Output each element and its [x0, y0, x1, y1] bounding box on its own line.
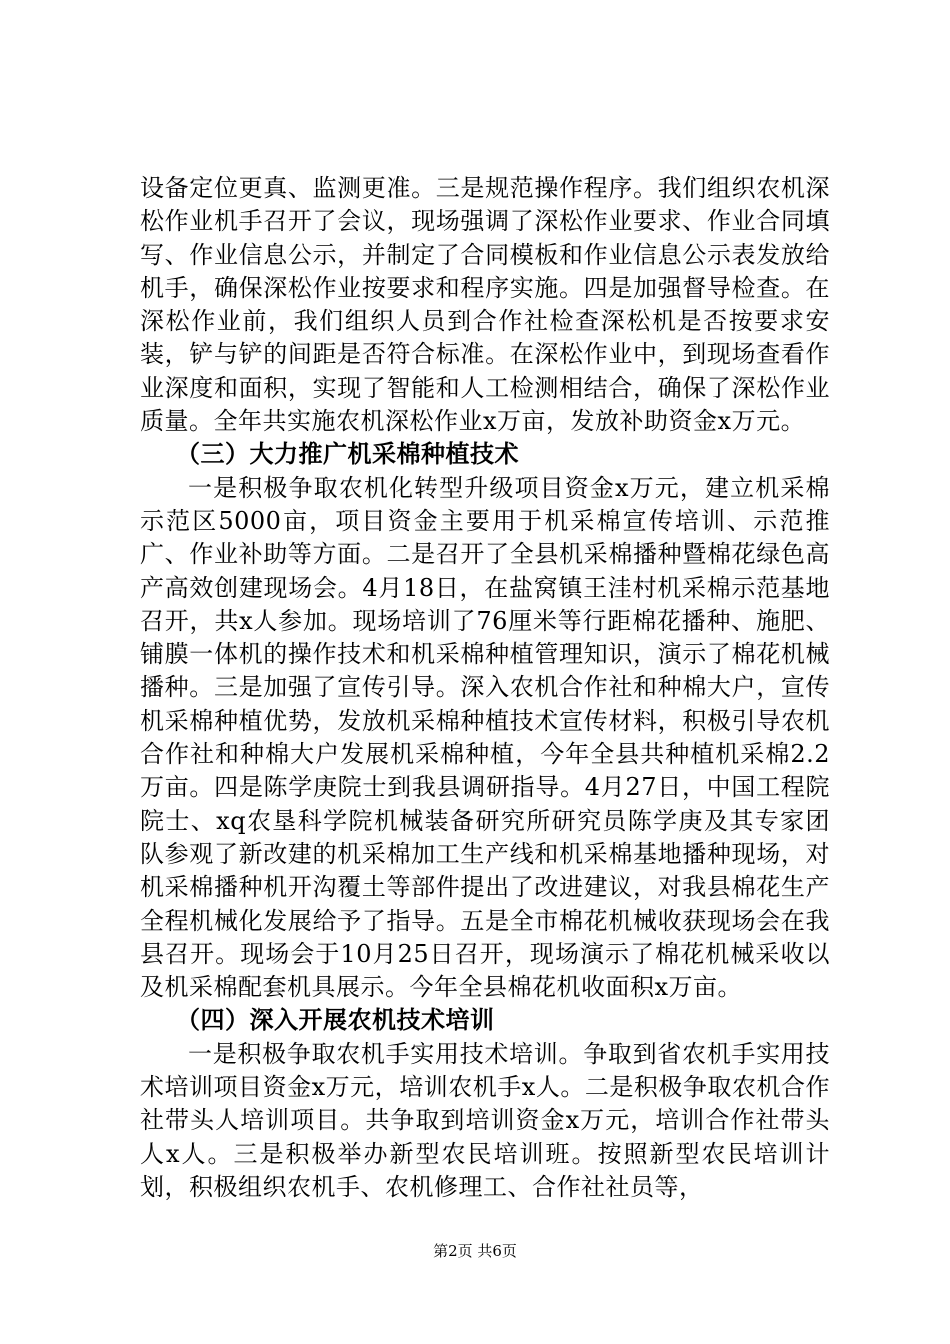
paragraph-cotton: 一是积极争取农机化转型升级项目资金x万元，建立机采棉示范区5000亩，项目资金主要用于机采棉宣传培训、示范推广、作业补助等方面。二是召开了全县机采棉播种暨棉花绿色高产高效创建现场会。4月18日，在盐窝镇王洼村机采棉示范基地召开，共x人参加。现场培训了76厘米等行距棉花播种、施肥、铺膜一体机的操作技术和机采棉种植管理知识，演示了棉花机械播种。三是加强了宣传引导。深入农机合作社和种棉大户，宣传机采棉种植优势，发放机采棉种植技术宣传材料，积极引导农机合作社和种棉大户发展机采棉种植，今年全县共种植机采棉2.2万亩。四是陈学庚院士到我县调研指导。4月27日，中国工程院院士、xq农垦科学院机械装备研究所研究员陈学庚及其专家团队参观了新改建的机采棉加工生产线和机采棉基地播种现场，对机采棉播种机开沟覆土等部件提出了改进建议，对我县棉花生产全程机械化发展给予了指导。五是全市棉花机械收获现场会在我县召开。现场会于10月25日召开，现场演示了棉花机械采收以及机采棉配套机具展示。今年全县棉花机收面积x万亩。	[140, 473, 830, 1002]
section-heading-3: （三）大力推广机采棉种植技术	[176, 440, 519, 469]
paragraph-training: 一是积极争取农机手实用技术培训。争取到省农机手实用技术培训项目资金x万元，培训农机手x人。二是积极争取农机合作社带头人培训项目。共争取到培训资金x万元，培训合作社带头人x人。三是积极举办新型农民培训班。按照新型农民培训计划，积极组织农机手、农机修理工、合作社社员等，	[140, 1039, 830, 1201]
section-heading-4: （四）深入开展农机技术培训	[176, 1006, 495, 1035]
paragraph-continued: 设备定位更真、监测更准。三是规范操作程序。我们组织农机深松作业机手召开了会议，现场强调了深松作业要求、作业合同填写、作业信息公示，并制定了合同模板和作业信息公示表发放给机手，确保深松作业按要求和程序实施。四是加强督导检查。在深松作业前，我们组织人员到合作社检查深松机是否按要求安装，铲与铲的间距是否符合标准。在深松作业中，到现场查看作业深度和面积，实现了智能和人工检测相结合，确保了深松作业质量。全年共实施农机深松作业x万亩，发放补助资金x万元。	[140, 174, 830, 436]
page-footer: 第2页 共6页	[433, 1242, 517, 1260]
document-body	[140, 172, 830, 1204]
